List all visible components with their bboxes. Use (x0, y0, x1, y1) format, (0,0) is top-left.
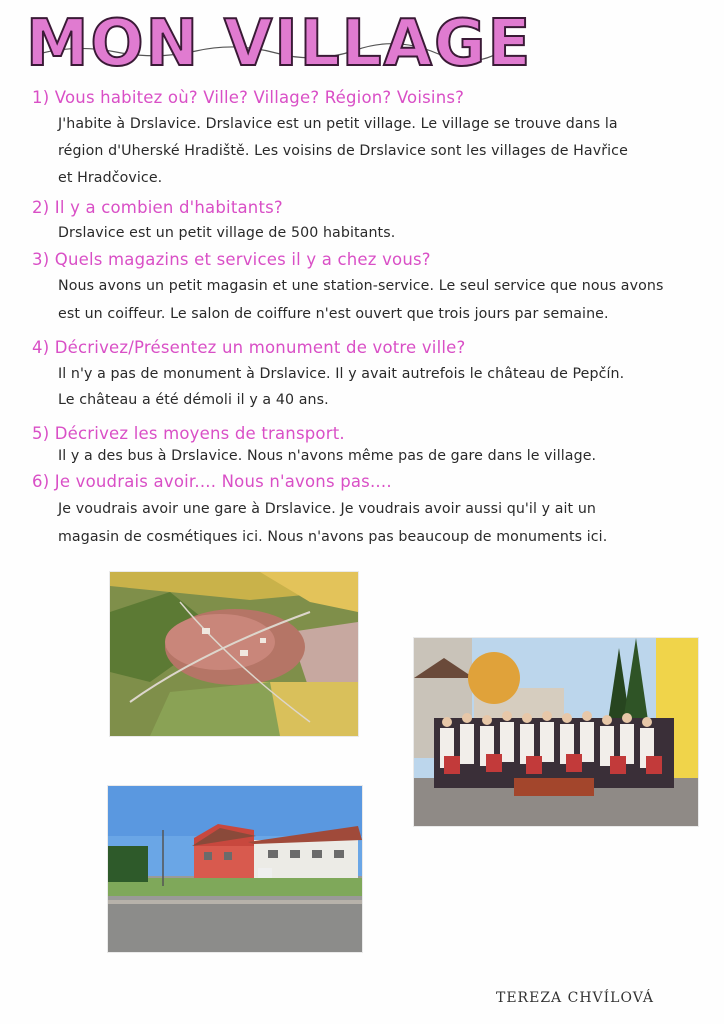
signature: TEREZA CHVÍLOVÁ (496, 990, 654, 1006)
answer-3-line-1: Nous avons un petit magasin et une station-service. Le seul service que nous avons (58, 278, 664, 294)
title-block (26, 4, 533, 84)
question-2: 2) Il y a combien d'habitants? (32, 198, 283, 217)
answer-3-line-2: est un coiffeur. Le salon de coiffure n'est ouvert que trois jours par semaine. (58, 306, 609, 322)
answer-5-line-1: Il y a des bus à Drslavice. Nous n'avons même pas de gare dans le village. (58, 448, 597, 464)
answer-6-line-1: Je voudrais avoir une gare à Drslavice. Je voudrais avoir aussi qu'il y ait un (58, 501, 597, 517)
folk-costume-group-photo (414, 638, 698, 826)
question-4: 4) Décrivez/Présentez un monument de votre ville? (32, 338, 466, 357)
answer-6-line-2: magasin de cosmétiques ici. Nous n'avons pas beaucoup de monuments ici. (58, 529, 608, 545)
answer-1-line-2: région d'Uherské Hradiště. Les voisins de Drslavice sont les villages de Havřice (58, 143, 628, 159)
page-title: MON VILLAGE (26, 7, 533, 81)
answer-4-line-2: Le château a été démoli il y a 40 ans. (58, 392, 329, 408)
aerial-village-photo (110, 572, 358, 736)
answer-2-line-1: Drslavice est un petit village de 500 habitants. (58, 225, 396, 241)
question-5: 5) Décrivez les moyens de transport. (32, 424, 345, 443)
question-6: 6) Je voudrais avoir.... Nous n'avons pas.... (32, 472, 392, 491)
answer-4-line-1: Il n'y a pas de monument à Drslavice. Il y avait autrefois le château de Pepčín. (58, 366, 625, 382)
question-3: 3) Quels magazins et services il y a chez vous? (32, 250, 431, 269)
answer-1-line-3: et Hradčovice. (58, 170, 163, 186)
street-buildings-photo (108, 786, 362, 952)
answer-1-line-1: J'habite à Drslavice. Drslavice est un petit village. Le village se trouve dans la (58, 116, 618, 132)
question-1: 1) Vous habitez où? Ville? Village? Région? Voisins? (32, 88, 465, 107)
